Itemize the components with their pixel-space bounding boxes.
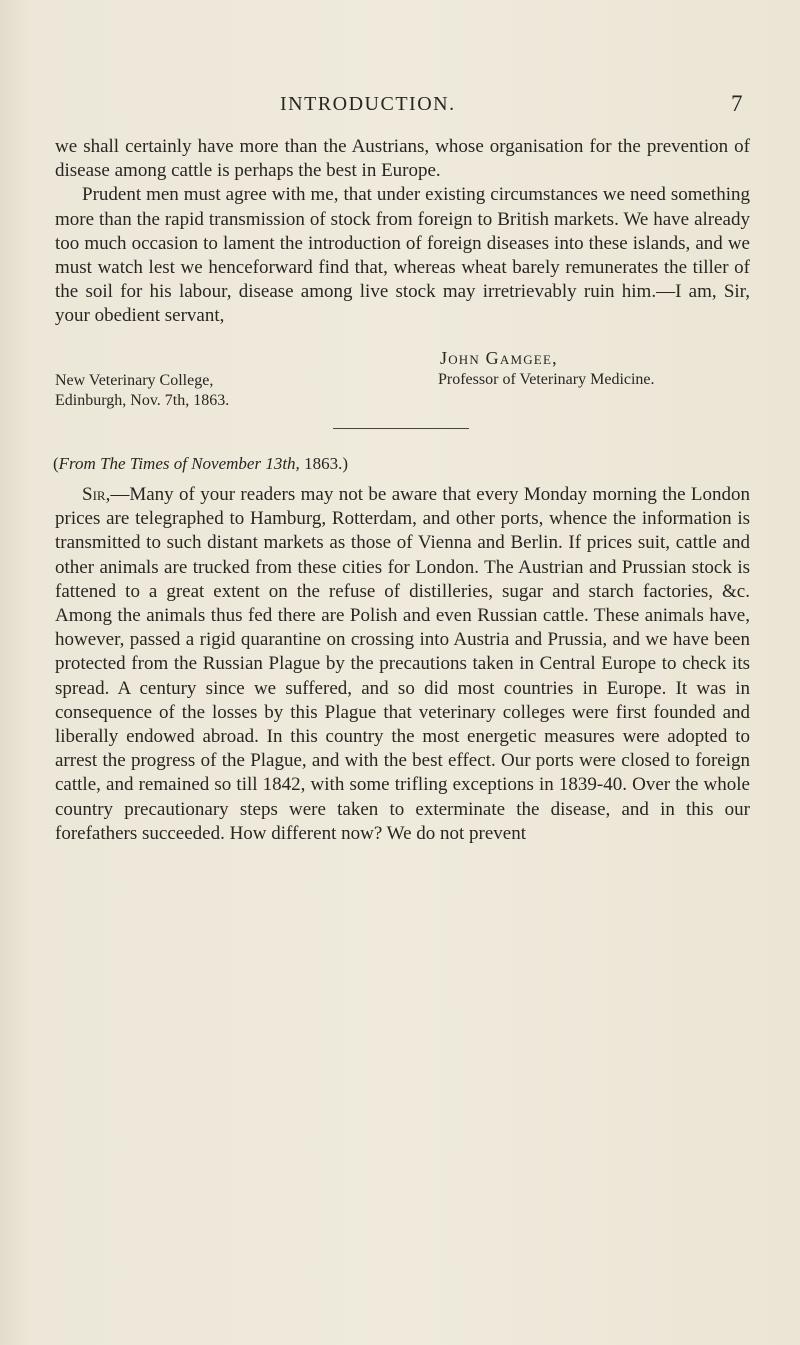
address-line-date: Edinburgh, Nov. 7th, 1863.: [55, 392, 230, 409]
letter-one-body: [55, 135, 750, 329]
source-note: [53, 454, 348, 474]
sender-address: [55, 371, 229, 411]
letter-two-body: [55, 483, 750, 846]
running-head: INTRODUCTION.: [280, 93, 456, 115]
signature-name: John Gamgee,: [440, 348, 558, 368]
source-citation: From The Times of November 13th,: [58, 454, 300, 473]
source-year: 1863.): [299, 454, 348, 473]
paragraph-monday-prices: [55, 483, 750, 846]
signature-title: Professor of Veterinary Medicine.: [438, 371, 655, 388]
paragraph-prudent-men: Prudent men must agree with me, that under existing circumstances we need something more than the rapid transmission of stock from foreign to British markets. We have already too much occasion to lament the introduction of foreign diseases into these islands, and we must watch lest we henceforward find that, whereas wheat barely remunerates the tiller of the soil for his labour, disease among live stock may irretrievably ruin him.—I am, Sir, your obedient servant,: [55, 184, 750, 327]
page-header: [0, 93, 800, 123]
source-open-paren: (: [53, 454, 59, 473]
section-divider: [333, 428, 469, 429]
address-line-college: New Veterinary College,: [55, 372, 214, 389]
salutation: Sir,: [82, 484, 111, 505]
page-number: 7: [731, 91, 743, 116]
paragraph-continued: we shall certainly have more than the Austrians, whose organisation for the prevention of disease among cattle is perhaps the best in Europe.: [55, 136, 750, 182]
letter-two-text: —Many of your readers may not be aware that every Monday morning the London prices are telegraphed to Hamburg, Rotterdam, and other ports, whence the information is transmitted to such distant markets as those of Vienna and Berlin. If prices suit, cattle and other animals are trucked from these cities for London. The Austrian and Prussian stock is fattened to a great extent on the refuse of distilleries, sugar and starch factories, &c. Among the animals thus fed there are Polish and even Russian cattle. These animals have, however, passed a rigid quarantine on crossing into Austria and Prussia, and we have been protected from the Russian Plague by the precautions taken in Central Europe to check its spread. A century since we suffered, and so did most countries in Europe. It was in consequence of the losses by this Plague that veterinary colleges were first founded and liberally endowed abroad. In this country the most energetic measures were adopted to arrest the progress of the Plague, and with the best effect. Our ports were closed to foreign cattle, and remained so till 1842, with some trifling exceptions in 1839-40. Over the whole country precautionary steps were taken to exterminate the disease, and in this our forefathers succeeded. How different now? We do not prevent: [55, 484, 750, 844]
